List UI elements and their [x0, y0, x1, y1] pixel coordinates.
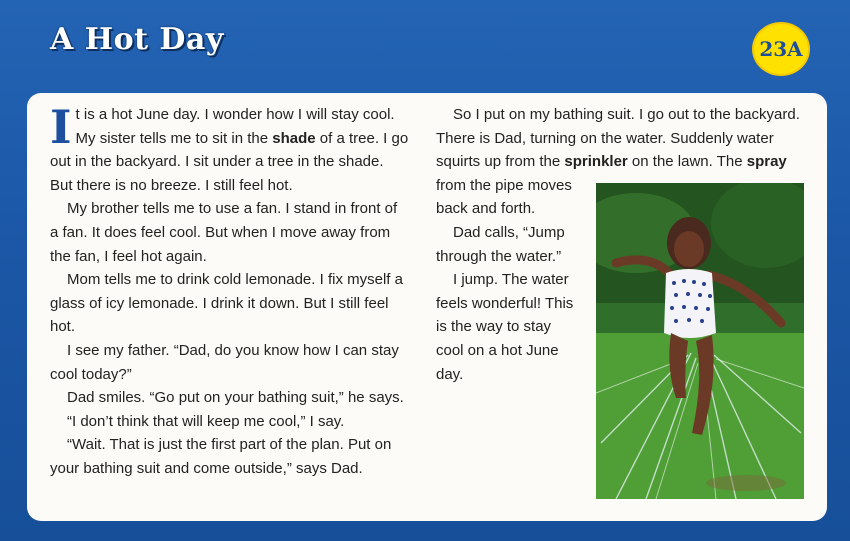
sprinkler-photo [596, 183, 804, 499]
text-line [50, 127, 420, 151]
text-run: out in the backyard. I sit under a tree in the shade. [50, 153, 384, 171]
text-line [50, 315, 420, 339]
text-line [50, 410, 420, 434]
text-line [50, 197, 420, 221]
left-column [50, 100, 420, 481]
text-run: So I put on my bathing suit. I go out to the backyard. [453, 106, 800, 123]
text-run: your bathing suit and come outside,” says Dad. [50, 459, 363, 477]
text-run: There is Dad, turning on the water. Suddenly water [436, 129, 774, 147]
text-run: a fan. It does feel cool. But when I move away from [50, 223, 391, 241]
text-line [436, 150, 808, 174]
text-run: of a tree. I go [315, 129, 409, 147]
page-badge-label: 23A [759, 37, 803, 61]
text-line [50, 339, 420, 363]
story-title: A Hot Day [50, 22, 224, 57]
text-run: I jump. The water [453, 271, 569, 289]
vocab-word: shade [272, 129, 316, 147]
text-run: I see my father. “Dad, do you know how I can stay [67, 341, 399, 359]
text-run: day. [436, 365, 464, 383]
text-line [50, 174, 420, 198]
text-line [50, 386, 420, 410]
vocab-word: sprinkler [564, 153, 628, 171]
text-run: cool today?” [50, 365, 132, 383]
text-run: through the water.” [436, 247, 562, 265]
text-run: is the way to stay [436, 318, 552, 336]
drop-cap: I [50, 100, 72, 154]
text-line [50, 433, 420, 457]
text-line [50, 268, 420, 292]
text-line [50, 221, 420, 245]
page-badge [752, 22, 810, 76]
text-run: Dad calls, “Jump [453, 223, 565, 241]
text-run: glass of icy lemonade. I drink it down. But I still feel [50, 294, 389, 312]
sprinkler-photo-illustration [596, 183, 804, 499]
text-run: cool on a hot June [436, 341, 559, 359]
story-page [27, 93, 827, 521]
text-line [50, 363, 420, 387]
text-line [436, 103, 808, 127]
text-run: “I don’t think that will keep me cool,” I say. [67, 412, 345, 430]
text-run: My sister tells me to sit in the [75, 129, 273, 147]
text-run: on the lawn. The [627, 153, 747, 171]
text-run: the fan, I feel hot again. [50, 247, 207, 265]
text-run: back and forth. [436, 200, 536, 218]
text-line [50, 292, 420, 316]
text-run: t is a hot June day. I wonder how I will stay cool. [75, 106, 395, 123]
text-run: from the pipe moves [436, 176, 572, 194]
text-run: Mom tells me to drink cold lemonade. I fix myself a [67, 271, 403, 289]
text-line [50, 103, 420, 127]
text-line [50, 457, 420, 481]
text-run: But there is no breeze. I still feel hot. [50, 176, 293, 194]
text-run: hot. [50, 318, 76, 336]
text-line [50, 245, 420, 269]
text-run: Dad smiles. “Go put on your bathing suit,” he says. [67, 389, 404, 407]
text-run: squirts up from the [436, 153, 565, 171]
text-run: feels wonderful! This [436, 294, 574, 312]
text-run: My brother tells me to use a fan. I stand in front of [67, 200, 398, 218]
text-line [436, 127, 808, 151]
text-run: “Wait. That is just the first part of the plan. Put on [67, 436, 392, 454]
vocab-word: spray [746, 153, 787, 171]
text-line [50, 150, 420, 174]
